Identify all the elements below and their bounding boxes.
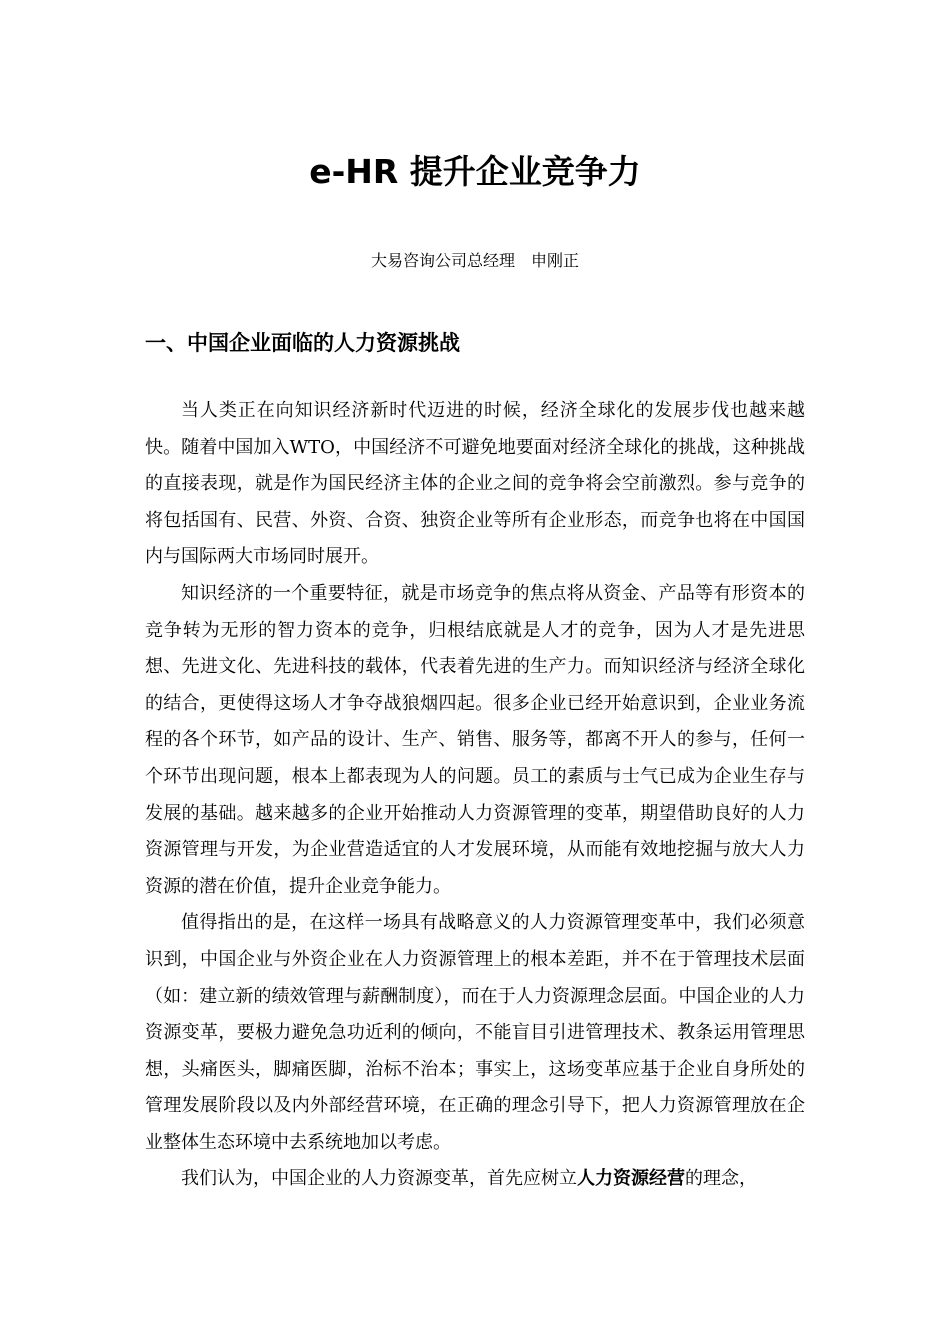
paragraph-3: 值得指出的是，在这样一场具有战略意义的人力资源管理变革中，我们必须意识到，中国企业与外资企业在人力资源管理上的根本差距，并不在于管理技术层面（如：建立新的绩效管理与薪酬制度），而在于人力资源理念层面。中国企业的人力资源变革，要极力避免急功近利的倾向，不能盲目引进管理技术、教条运用管理思想，头痛医头，脚痛医脚，治标不治本；事实上，这场变革应基于企业自身所处的管理发展阶段以及内外部经营环境，在正确的理念引导下，把人力资源管理放在企业整体生态环境中去系统地加以考虑。 — [145, 912, 805, 1153]
paragraph-2: 知识经济的一个重要特征，就是市场竞争的焦点将从资金、产品等有形资本的竞争转为无形的智力资本的竞争，归根结底就是人才的竞争，因为人才是先进思想、先进文化、先进科技的载体，代表着先进的生产力。而知识经济与经济全球化的结合，更使得这场人才争夺战狼烟四起。很多企业已经开始意识到，企业业务流程的各个环节，如产品的设计、生产、销售、服务等，都离不开人的参与，任何一个环节出现问题，根本上都表现为人的问题。员工的素质与士气已成为企业生存与发展的基础。越来越多的企业开始推动人力资源管理的变革，期望借助良好的人力资源管理与开发，为企业营造适宜的人才发展环境，从而能有效地挖掘与放大人力资源的潜在价值，提升企业竞争能力。 — [145, 582, 805, 897]
section-body — [145, 393, 805, 1198]
section-heading: 一、中国企业面临的人力资源挑战 — [145, 331, 460, 355]
paragraph-4-text-end: 的理念， — [685, 1168, 757, 1190]
document-title: e-HR 提升企业竞争力 — [309, 152, 641, 191]
paragraph-4 — [145, 1161, 805, 1198]
author-byline: 大易咨询公司总经理 申刚正 — [370, 251, 579, 270]
paragraph-4-text-start: 我们认为，中国企业的人力资源变革，首先应树立 — [181, 1168, 577, 1190]
paragraph-1: 当人类正在向知识经济新时代迈进的时候，经济全球化的发展步伐也越来越快。随着中国加入WTO，中国经济不可避免地要面对经济全球化的挑战，这种挑战的直接表现，就是作为国民经济主体的企业之间的竞争将会空前激烈。参与竞争的将包括国有、民营、外资、合资、独资企业等所有企业形态，而竞争也将在中国国内与国际两大市场同时展开。 — [145, 400, 805, 568]
emphasized-term: 人力资源经营 — [577, 1168, 685, 1190]
